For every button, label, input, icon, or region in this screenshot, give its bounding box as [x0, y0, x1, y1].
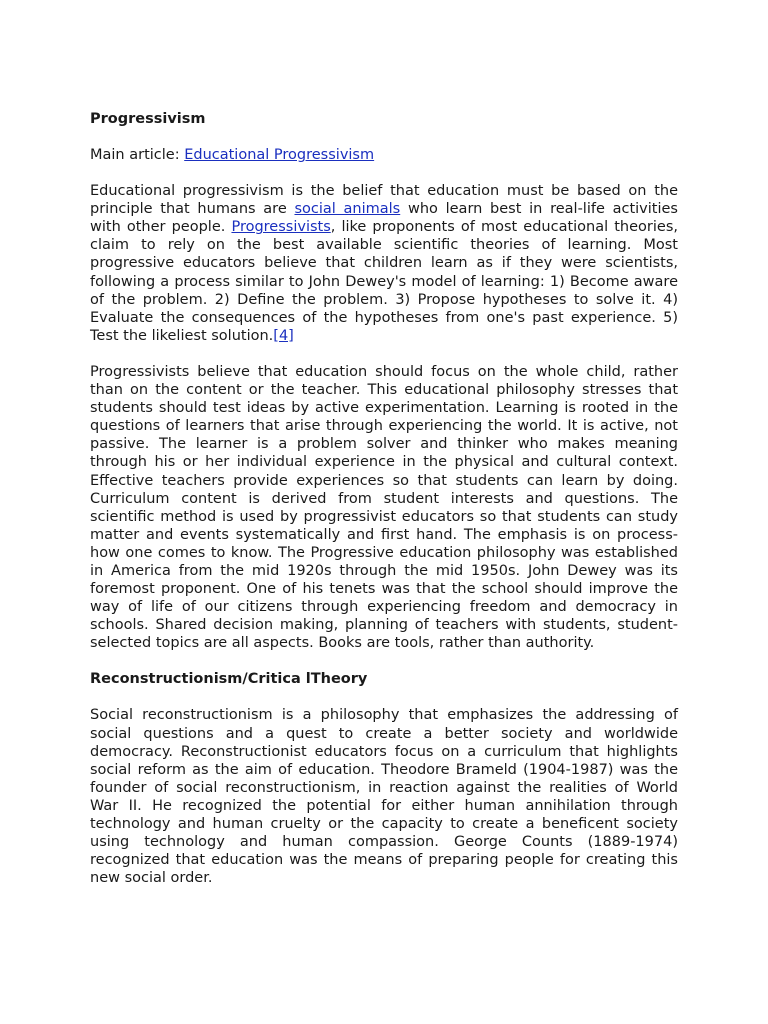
paragraph-text: Educational progressivism is the belief that education must be based on the principle that humans are	[90, 183, 678, 218]
section-heading-progressivism: Progressivism	[90, 111, 206, 127]
paragraph-text: , like proponents of most educational theories, claim to rely on the best available scientific theories of learning. Most progressive educators believe that children learn as if they were scientists, following a process similar to John Dewey's model of learning: 1) Become aware of the problem. 2) Define the problem. 3) Propose hypotheses to solve it. 4) Evaluate the consequences of the hypotheses from one's past experience. 5) Test the likeliest solution.	[90, 219, 678, 344]
paragraph-text: who learn best in real-life activities with other people.	[90, 201, 678, 236]
progressivists-link[interactable]: Progressivists	[231, 219, 331, 236]
main-article-prefix: Main article:	[90, 147, 185, 163]
progressivism-paragraph-2: Progressivists believe that education should focus on the whole child, rather than on the content or the teacher. This educational philosophy stresses that students should test ideas by active experimentation. Learning is rooted in the questions of learners that arise through experiencing the world. It is active, not passive. The learner is a problem solver and thinker who makes meaning through his or her individual experience in the physical and cultural context. Effective teachers provide experiences so that students can learn by doing. Curriculum content is derived from student interests and questions. The scientific method is used by progressivist educators so that students can study matter and events systematically and first hand. The emphasis is on process-how one comes to know. The Progressive education philosophy was established in America from the mid 1920s through the mid 1950s. John Dewey was its foremost proponent. One of his tenets was that the school should improve the way of life of our citizens through experiencing freedom and democracy in schools. Shared decision making, planning of teachers with students, student-selected topics are all aspects. Books are tools, rather than authority.	[90, 363, 678, 652]
document-content	[90, 110, 678, 887]
reference-4-link[interactable]: [4]	[273, 327, 294, 344]
main-article-line	[90, 146, 678, 164]
progressivism-paragraph-1	[90, 182, 678, 345]
social-animals-link[interactable]: social animals	[294, 201, 401, 218]
educational-progressivism-link[interactable]: Educational Progressivism	[184, 147, 375, 163]
section-heading-reconstructionism: Reconstructionism/Critica lTheory	[90, 671, 368, 688]
reconstructionism-paragraph: Social reconstructionism is a philosophy that emphasizes the addressing of social questions and a quest to create a better society and worldwide democracy. Reconstructionist educators focus on a curriculum that highlights social reform as the aim of education. Theodore Brameld (1904-1987) was the founder of social reconstructionism, in reaction against the realities of World War II. He recognized the potential for either human annihilation through technology and human cruelty or the capacity to create a beneficent society using technology and human compassion. George Counts (1889-1974) recognized that education was the means of preparing people for creating this new social order.	[90, 707, 678, 887]
